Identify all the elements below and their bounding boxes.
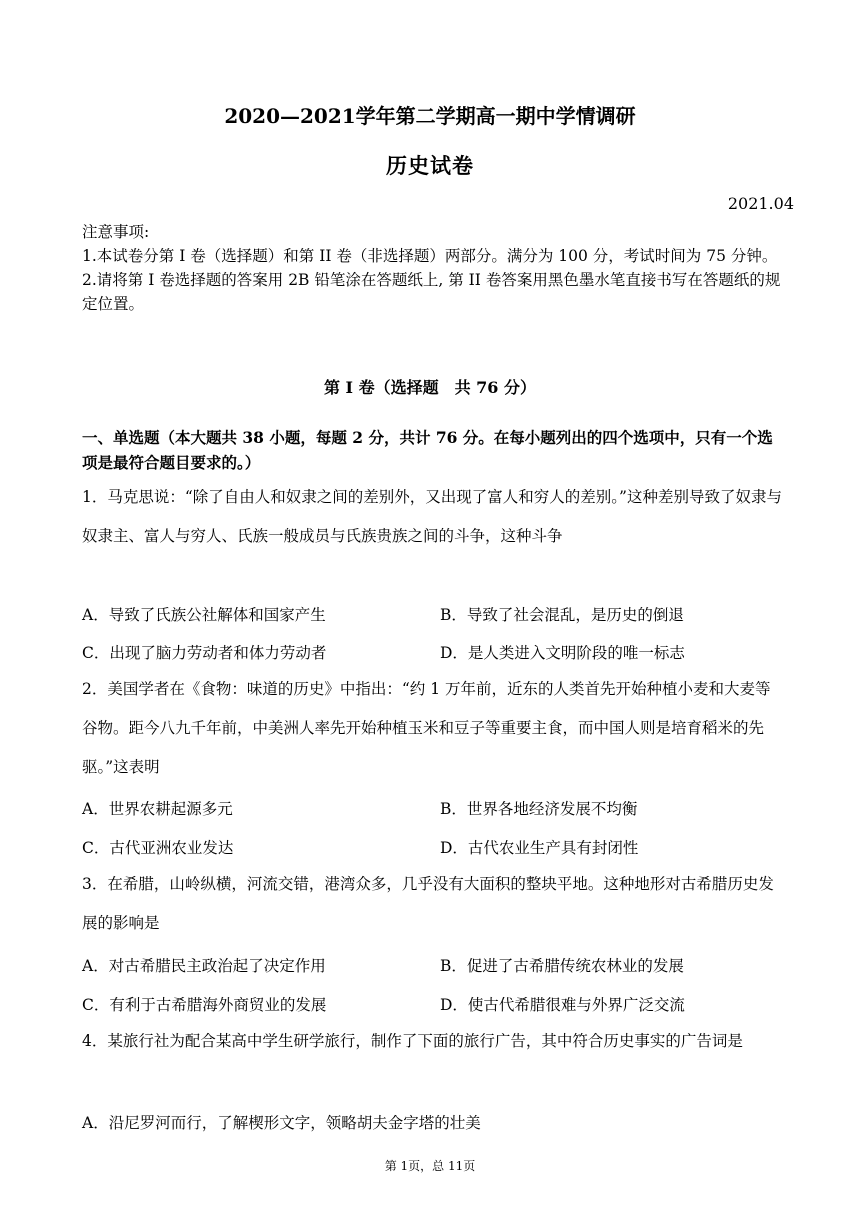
question-3-stem: 3．在希腊，山岭纵横，河流交错，港湾众多，几乎没有大面积的整块平地。这种地形对古希腊历史发展的影响是 [82,875,774,932]
section-instruction: 一、单选题（本大题共 38 小题，每题 2 分，共计 76 分。在每小题列出的四个选项中，只有一个选项是最符合题目要求的。） [82,428,773,472]
exam-date: 2021.04 [727,194,794,213]
exam-title: 2020—2021学年第二学期高一期中学情调研 [224,104,636,128]
question-4-stem: 4．某旅行社为配合某高中学生研学旅行，制作了下面的旅行广告，其中符合历史事实的广告词是 [82,1032,743,1050]
question-1-option-c: C．出现了脑力劳动者和体力劳动者 [82,644,327,662]
question-4-option-a: A．沿尼罗河而行，了解楔形文字，领略胡夫金字塔的壮美 [82,1114,481,1132]
question-3-option-b: B．促进了古希腊传统农林业的发展 [440,957,684,975]
question-2-stem: 2．美国学者在《食物：味道的历史》中指出：“约 1 万年前，近东的人类首先开始种植小麦和大麦等谷物。距今八九千年前，中美洲人率先开始种植玉米和豆子等重要主食，而中国人则是培育稻米的先驱。”这表明 [82,680,771,776]
notes-block [82,220,782,316]
section-title: 第 I 卷（选择题 共 76 分） [323,378,537,397]
page-footer: 第 1页，总 11页 [384,1159,476,1173]
question-3-option-c: C．有利于古希腊海外商贸业的发展 [82,996,327,1014]
question-2-option-c: C．古代亚洲农业发达 [82,839,234,857]
question-1-option-a: A．导致了氏族公社解体和国家产生 [82,606,326,624]
exam-subject: 历史试卷 [386,153,474,178]
notes-item-1: 1.本试卷分第 I 卷（选择题）和第 II 卷（非选择题）两部分。满分为 100 分，考试时间为 75 分钟。 [82,247,778,265]
question-1-stem: 1．马克思说：“除了自由人和奴隶之间的差别外，又出现了富人和穷人的差别。”这种差别导致了奴隶与奴隶主、富人与穷人、氏族一般成员与氏族贵族之间的斗争，这种斗争 [82,488,782,545]
question-3-option-d: D．使古代希腊很难与外界广泛交流 [440,996,685,1014]
question-3-option-a: A．对古希腊民主政治起了决定作用 [82,957,326,975]
question-2-option-b: B．世界各地经济发展不均衡 [440,800,638,818]
question-2-option-a: A．世界农耕起源多元 [82,800,233,818]
notes-heading: 注意事项: [82,223,150,241]
notes-item-2: 2.请将第 I 卷选择题的答案用 2B 铅笔涂在答题纸上, 第 II 卷答案用黑色墨水笔直接书写在答题纸的规定位置。 [82,271,781,313]
question-1-option-d: D．是人类进入文明阶段的唯一标志 [440,644,685,662]
question-1-option-b: B．导致了社会混乱，是历史的倒退 [440,606,684,624]
question-2-option-d: D．古代农业生产具有封闭性 [440,839,639,857]
